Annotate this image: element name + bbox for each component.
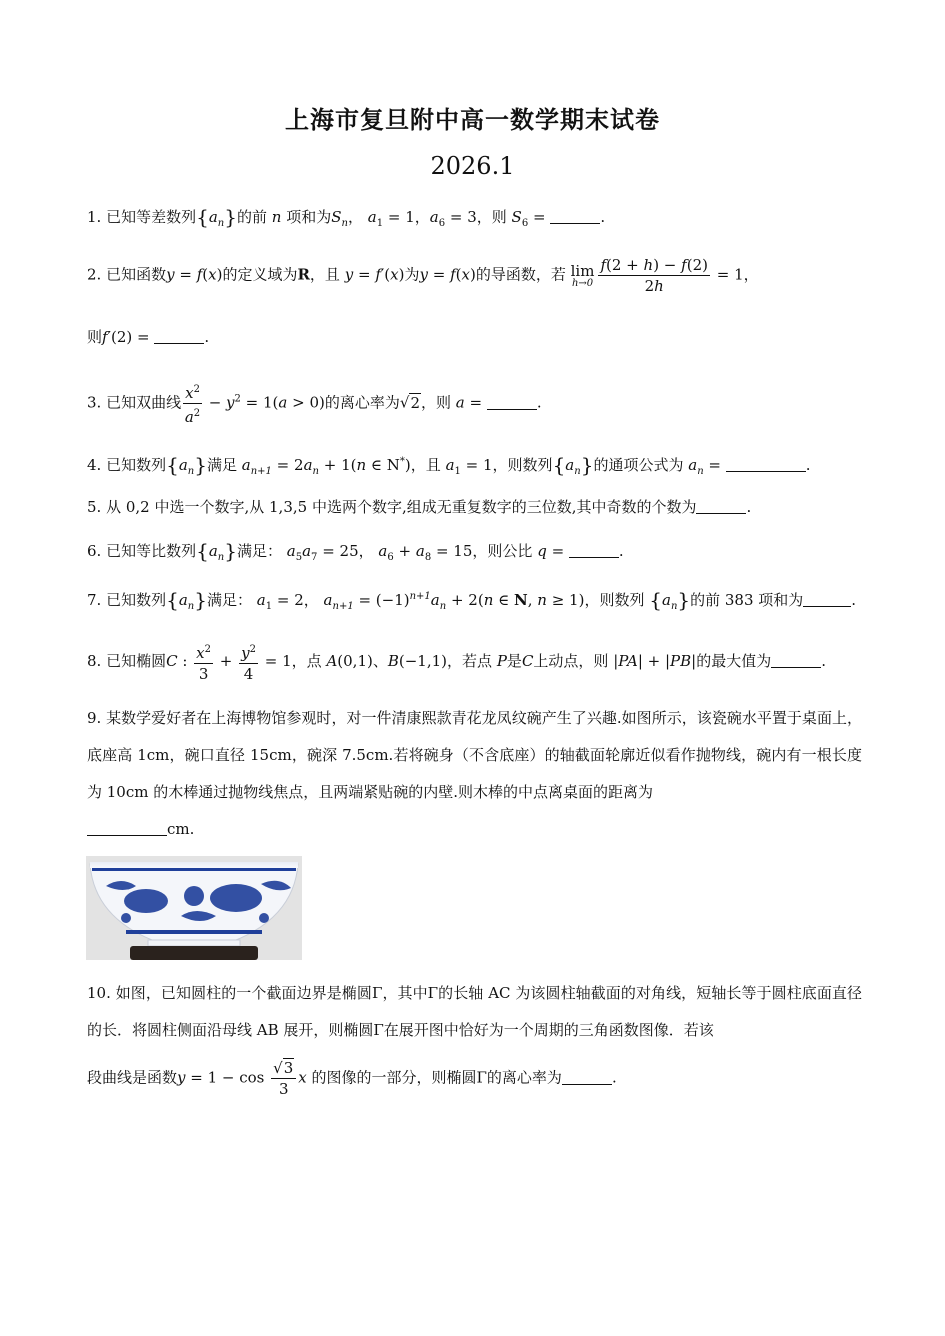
question-3: 3. 已知双曲线 $\frac{x^2}{a^2}$ − $y^2 = 1(a > 0)$的离心率为√2，则 a = . xyxy=(87,380,862,427)
question-1: 1. 已知等差数列$\{a_n\}$的前 n 项和为$S_n$， $a_1 = 1$，$a_6 = 3$，则 $S_6$ = . xyxy=(87,205,606,229)
question-2: 2. 已知函数y = f(x)的定义域为R，且 y = f′(x)为y = f(x)的导函数，若 lim h→0 $\frac{f(2 + h) - f(2)}{2h}$ = 1， xyxy=(87,256,759,295)
exam-date: 2026.1 xyxy=(430,152,515,180)
question-5: 5. 从 0,2 中选一个数字,从 1,3,5 中选两个数字,组成无重复数字的三位数,其中奇数的个数为 . xyxy=(87,498,752,516)
question-4: 4. 已知数列$\{a_n\}$满足 $a_{n+1} = 2a_n + 1(n$ ∈ N*)，且 $a_1 = 1$，则数列$\{a_n\}$的通项公式为 $a_n$ = . xyxy=(87,453,811,477)
porcelain-bowl-image xyxy=(86,856,302,960)
question-2-cont: 则f′(2) = . xyxy=(87,328,210,346)
question-9: 9. 某数学爱好者在上海博物馆参观时，对一件清康熙款青花龙凤纹碗产生了兴趣.如图所示，该瓷碗水平置于桌面上，底座高 1cm，碗口直径 15cm，碗深 7.5cm.若将碗身（不含底座）的轴截面轮廓近似看作抛物线，碗内有一根长度为 10cm 的木棒通过抛物线焦点，且两端紧贴碗的内壁.则木棒的中点离桌面的距离为 cm. xyxy=(87,709,862,838)
question-7: 7. 已知数列$\{a_n\}$满足： $a_1 = 2$， $a_{n+1} = (-1)^{n+1}a_n + 2(n$ ∈ N, n ≥ 1)，则数列 $\{a_n\}$的前 383 项和为 . xyxy=(87,588,857,612)
question-6: 6. 已知等比数列$\{a_n\}$满足： $a_5a_7 = 25$， $a_6 + a_8 = 15$，则公比 q = . xyxy=(87,539,624,563)
exam-title: 上海市复旦附中高一数学期末试卷 xyxy=(285,105,660,134)
question-10-cont: 段曲线是函数y = 1 − cos $\frac{√3}{3}$ x 的图像的一部分，则椭圆Γ的离心率为 . xyxy=(87,1059,617,1098)
question-10: 10. 如图，已知圆柱的一个截面边界是椭圆Γ，其中Γ的长轴 AC 为该圆柱轴截面的对角线，短轴长等于圆柱底面直径的长．将圆柱侧面沿母线 AB 展开，则椭圆Γ在展开图中恰好为一个周期的三角函数图像．若该 xyxy=(87,984,862,1039)
question-8: 8. 已知椭圆C : $\frac{x^2}{3}$ + $\frac{y^2}{4}$ = 1，点 A(0,1)、B(−1,1)，若点 P是C上动点，则 |PA| + |PB|的最大值为 . xyxy=(87,640,862,684)
